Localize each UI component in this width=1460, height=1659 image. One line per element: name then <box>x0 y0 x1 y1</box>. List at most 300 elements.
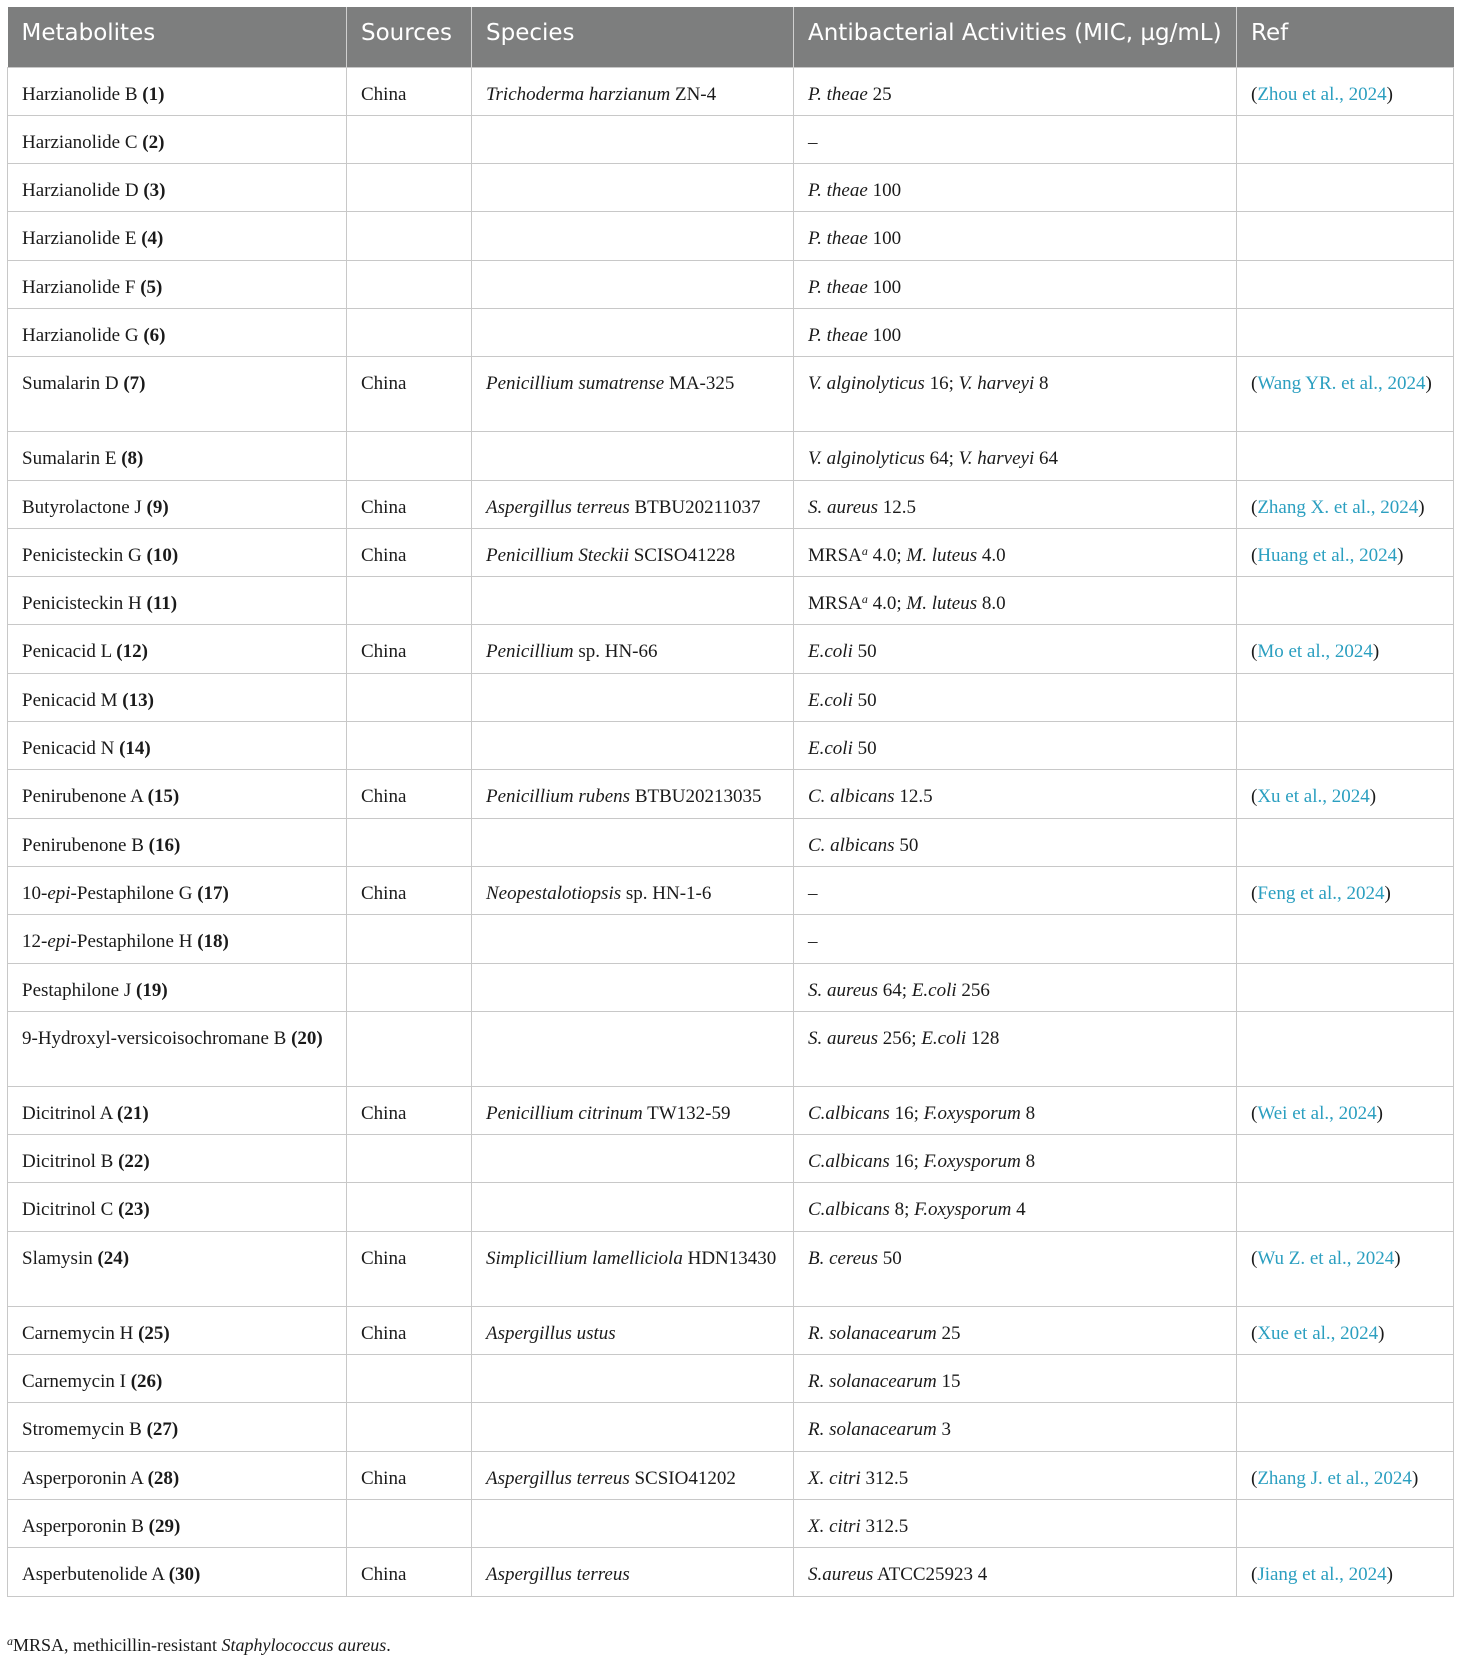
source-text: China <box>361 1467 407 1489</box>
cell-ref: (Zhang X. et al., 2024) <box>1237 480 1454 528</box>
activity-value: 12.5 <box>894 786 933 808</box>
organism-name: C.albicans <box>808 1199 890 1221</box>
table-row <box>8 915 1454 963</box>
activity-value: 312.5 <box>860 1467 909 1489</box>
organism-name: R. solanacearum <box>808 1322 937 1344</box>
cell-metabolite <box>8 308 347 356</box>
cell-activity <box>794 1231 1237 1306</box>
cell-ref <box>1237 432 1454 480</box>
cell-ref <box>1237 1011 1454 1086</box>
activity-value: 4.0 <box>977 544 1006 566</box>
activity-value: 50 <box>852 641 877 663</box>
cell-metabolite <box>8 1135 347 1183</box>
species-name: Aspergillus terreus <box>486 1564 630 1586</box>
header-species: Species <box>472 7 794 67</box>
organism-name: X. citri <box>808 1467 861 1489</box>
species-name: Penicillium citrinum <box>486 1102 643 1124</box>
metabolite-name: Harzianolide G <box>22 324 139 346</box>
cell-species <box>472 212 794 260</box>
cell-source <box>347 1548 472 1596</box>
species-strain: BTBU20211037 <box>629 496 761 518</box>
cell-species <box>472 1355 794 1403</box>
organism-name: P. theae <box>808 276 868 298</box>
cell-activity <box>794 673 1237 721</box>
cell-species <box>472 866 794 914</box>
organism-name: E.coli <box>808 641 853 663</box>
table-row <box>8 164 1454 212</box>
metabolite-name-part: -Pestaphilone H <box>70 931 193 953</box>
cell-source <box>347 1451 472 1499</box>
cell-ref <box>1237 915 1454 963</box>
metabolite-name: Penirubenone B <box>22 834 144 856</box>
compound-number: (29) <box>148 1515 181 1537</box>
cell-activity <box>794 260 1237 308</box>
activity-value: 25 <box>936 1322 961 1344</box>
organism-name: F.oxysporum <box>914 1199 1012 1221</box>
cell-source <box>347 357 472 432</box>
table-row <box>8 1086 1454 1134</box>
footnote-text: MRSA, methicillin-resistant <box>13 1635 222 1655</box>
cell-activity <box>794 115 1237 163</box>
cell-species <box>472 1231 794 1306</box>
cell-metabolite <box>8 212 347 260</box>
cell-ref <box>1237 722 1454 770</box>
cell-source <box>347 1183 472 1231</box>
cell-source <box>347 722 472 770</box>
organism-name: V. harveyi <box>958 373 1035 395</box>
activity-value: 100 <box>867 276 902 298</box>
cell-ref <box>1237 963 1454 1011</box>
organism-name: P. theae <box>808 228 868 250</box>
metabolite-name-part: -Pestaphilone G <box>70 882 193 904</box>
reference-link[interactable]: Feng et al., 2024 <box>1257 882 1385 904</box>
reference-link[interactable]: Xu et al., 2024 <box>1257 786 1370 808</box>
cell-activity <box>794 963 1237 1011</box>
activity-value: 8 <box>1020 1102 1036 1124</box>
compound-number: (25) <box>138 1322 170 1344</box>
compound-number: (17) <box>197 882 229 904</box>
cell-metabolite <box>8 625 347 673</box>
metabolite-name: Penicacid M <box>22 689 118 711</box>
cell-ref <box>1237 164 1454 212</box>
reference-link[interactable]: Mo et al., 2024 <box>1257 641 1373 663</box>
compound-number: (9) <box>146 496 169 518</box>
activity-value: MRSA <box>808 593 862 615</box>
cell-activity <box>794 1548 1237 1596</box>
compound-number: (12) <box>116 641 148 663</box>
cell-species <box>472 722 794 770</box>
cell-source <box>347 432 472 480</box>
cell-source <box>347 260 472 308</box>
cell-activity <box>794 212 1237 260</box>
activity-value: 12.5 <box>878 496 917 518</box>
organism-name: P. theae <box>808 180 868 202</box>
cell-species <box>472 115 794 163</box>
table-header <box>8 7 1454 67</box>
cell-metabolite <box>8 818 347 866</box>
species-strain: BTBU20213035 <box>630 786 762 808</box>
organism-name: E.coli <box>808 689 853 711</box>
species-strain: MA-325 <box>664 373 735 395</box>
activity-value: 100 <box>867 228 902 250</box>
footnote-end: . <box>386 1635 391 1655</box>
cell-species <box>472 260 794 308</box>
footnote-marker: a <box>861 592 868 607</box>
cell-metabolite <box>8 164 347 212</box>
species-name: Aspergillus terreus <box>486 1467 630 1489</box>
cell-ref <box>1237 260 1454 308</box>
table-row <box>8 866 1454 914</box>
cell-activity <box>794 866 1237 914</box>
cell-activity <box>794 1135 1237 1183</box>
table-row <box>8 480 1454 528</box>
cell-source <box>347 818 472 866</box>
table-row <box>8 1135 1454 1183</box>
compound-number: (26) <box>130 1371 163 1393</box>
compound-number: (24) <box>97 1247 130 1269</box>
activity-value: 16; <box>889 1151 924 1173</box>
compound-number: (5) <box>140 276 163 298</box>
activity-value: 64 <box>1034 448 1058 470</box>
source-text: China <box>361 1102 407 1124</box>
cell-source <box>347 115 472 163</box>
cell-species <box>472 1306 794 1354</box>
compound-number: (20) <box>291 1027 323 1049</box>
reference-link[interactable]: Wei et al., 2024 <box>1257 1102 1377 1124</box>
activity-value: – <box>808 931 818 953</box>
compound-number: (13) <box>122 689 154 711</box>
table-row <box>8 1011 1454 1086</box>
metabolite-name: Penicacid L <box>22 641 112 663</box>
cell-species <box>472 673 794 721</box>
source-text: China <box>361 882 407 904</box>
species-name: Aspergillus terreus <box>486 496 630 518</box>
compound-number: (4) <box>141 228 164 250</box>
cell-metabolite <box>8 722 347 770</box>
table-row <box>8 1183 1454 1231</box>
activity-value: 312.5 <box>860 1515 909 1537</box>
metabolite-name-part: 12- <box>22 931 48 953</box>
reference-link[interactable]: Zhang J. et al., 2024 <box>1257 1467 1412 1489</box>
organism-name: S. aureus <box>808 1027 879 1049</box>
species-strain: ZN-4 <box>670 83 717 105</box>
cell-ref <box>1237 1499 1454 1547</box>
activity-value: 50 <box>878 1247 902 1269</box>
cell-ref <box>1237 818 1454 866</box>
cell-metabolite <box>8 577 347 625</box>
metabolite-name: Penirubenone A <box>22 786 143 808</box>
cell-species <box>472 915 794 963</box>
cell-species <box>472 67 794 115</box>
cell-source <box>347 866 472 914</box>
cell-metabolite <box>8 260 347 308</box>
cell-species <box>472 1499 794 1547</box>
cell-species <box>472 1011 794 1086</box>
table-row <box>8 115 1454 163</box>
species-name: Neopestalotiopsis <box>486 882 622 904</box>
metabolite-name: Harzianolide B <box>22 83 138 105</box>
reference-link[interactable]: Zhang X. et al., 2024 <box>1257 496 1419 518</box>
species-name: Penicillium <box>486 641 574 663</box>
cell-activity <box>794 164 1237 212</box>
activity-value: 128 <box>966 1027 1000 1049</box>
reference-link[interactable]: Wang YR. et al., 2024 <box>1257 373 1426 395</box>
organism-name: E.coli <box>921 1027 967 1049</box>
cell-ref: (Wu Z. et al., 2024) <box>1237 1231 1454 1306</box>
activity-value: 64; <box>924 448 959 470</box>
activity-value: MRSA <box>808 544 862 566</box>
metabolite-name: Stromemycin B <box>22 1419 142 1441</box>
species-strain: sp. HN-66 <box>573 641 658 663</box>
cell-source <box>347 212 472 260</box>
cell-source <box>347 164 472 212</box>
cell-metabolite <box>8 770 347 818</box>
cell-ref: (Wei et al., 2024) <box>1237 1086 1454 1134</box>
cell-source <box>347 1011 472 1086</box>
table-row <box>8 1403 1454 1451</box>
activity-value: – <box>808 882 818 904</box>
species-name: Penicillium rubens <box>486 786 631 808</box>
organism-name: C. albicans <box>808 834 895 856</box>
organism-name: V. alginolyticus <box>808 448 925 470</box>
organism-name: V. harveyi <box>958 448 1035 470</box>
activity-value: 50 <box>852 738 877 760</box>
table-row <box>8 770 1454 818</box>
reference-link[interactable]: Wu Z. et al., 2024 <box>1257 1247 1395 1269</box>
cell-ref: (Huang et al., 2024) <box>1237 528 1454 576</box>
compound-number: (16) <box>148 834 181 856</box>
species-strain: HDN13430 <box>682 1247 777 1269</box>
metabolite-name: Pestaphilone J <box>22 979 132 1001</box>
table-footnote <box>7 1635 391 1656</box>
metabolite-name: Penicacid N <box>22 738 115 760</box>
compound-number: (21) <box>117 1102 149 1124</box>
cell-species <box>472 1135 794 1183</box>
compound-number: (30) <box>168 1564 201 1586</box>
cell-source <box>347 67 472 115</box>
cell-source <box>347 577 472 625</box>
cell-species <box>472 1403 794 1451</box>
activity-value: 256; <box>878 1027 922 1049</box>
table-row <box>8 357 1454 432</box>
cell-ref <box>1237 577 1454 625</box>
source-text: China <box>361 83 407 105</box>
compound-number: (10) <box>146 544 179 566</box>
activity-value: 100 <box>867 324 902 346</box>
compound-number: (3) <box>143 180 166 202</box>
header-ref: Ref <box>1237 7 1454 67</box>
reference-link[interactable]: Xue et al., 2024 <box>1257 1322 1379 1344</box>
header-metabolites: Metabolites <box>8 7 347 67</box>
cell-metabolite <box>8 1499 347 1547</box>
species-strain: SCISO41228 <box>628 544 736 566</box>
cell-source <box>347 1306 472 1354</box>
table-body <box>8 67 1454 1596</box>
source-text: China <box>361 1564 407 1586</box>
species-strain: TW132-59 <box>642 1102 731 1124</box>
activity-value: 4.0; <box>867 544 907 566</box>
cell-ref: (Wang YR. et al., 2024) <box>1237 357 1454 432</box>
table-row <box>8 1548 1454 1596</box>
cell-source <box>347 963 472 1011</box>
organism-name: R. solanacearum <box>808 1419 937 1441</box>
cell-activity <box>794 357 1237 432</box>
cell-ref <box>1237 308 1454 356</box>
cell-metabolite <box>8 1355 347 1403</box>
source-text: China <box>361 496 407 518</box>
species-name: Penicillium Steckii <box>486 544 629 566</box>
activity-value: 64; <box>878 979 912 1001</box>
cell-activity <box>794 1403 1237 1451</box>
cell-species <box>472 1086 794 1134</box>
cell-activity <box>794 67 1237 115</box>
activity-value: 4 <box>1011 1199 1026 1221</box>
cell-metabolite <box>8 1403 347 1451</box>
metabolite-name-part: epi <box>47 931 71 953</box>
cell-source <box>347 770 472 818</box>
cell-ref <box>1237 115 1454 163</box>
cell-source <box>347 625 472 673</box>
table-row <box>8 577 1454 625</box>
compound-number: (1) <box>142 83 165 105</box>
cell-species <box>472 625 794 673</box>
compound-number: (27) <box>146 1419 179 1441</box>
header-row <box>8 7 1454 67</box>
header-antibacterial-activities: Antibacterial Activities (MIC, µg/mL) <box>794 7 1237 67</box>
cell-ref: (Jiang et al., 2024) <box>1237 1548 1454 1596</box>
compound-number: (11) <box>146 593 178 615</box>
footnote-marker: a <box>7 1634 13 1648</box>
cell-activity <box>794 528 1237 576</box>
activity-value: – <box>808 131 818 153</box>
cell-species <box>472 577 794 625</box>
cell-metabolite <box>8 1451 347 1499</box>
compound-number: (6) <box>143 324 166 346</box>
reference-link[interactable]: Huang et al., 2024 <box>1257 544 1398 566</box>
cell-metabolite <box>8 1086 347 1134</box>
metabolite-name: Asperporonin B <box>22 1515 144 1537</box>
metabolite-name: Harzianolide D <box>22 180 139 202</box>
cell-source <box>347 308 472 356</box>
activity-value: 4.0; <box>867 593 907 615</box>
source-text: China <box>361 1322 407 1344</box>
reference-link[interactable]: Zhou et al., 2024 <box>1257 83 1387 105</box>
cell-species <box>472 164 794 212</box>
cell-source <box>347 673 472 721</box>
metabolite-name: Asperporonin A <box>22 1467 143 1489</box>
table-row <box>8 260 1454 308</box>
activity-value: 256 <box>956 979 990 1001</box>
activity-value: ATCC25923 4 <box>873 1564 988 1586</box>
reference-link[interactable]: Jiang et al., 2024 <box>1257 1564 1387 1586</box>
table-row <box>8 1499 1454 1547</box>
cell-activity <box>794 480 1237 528</box>
cell-metabolite <box>8 528 347 576</box>
cell-metabolite <box>8 432 347 480</box>
cell-activity <box>794 577 1237 625</box>
cell-source <box>347 915 472 963</box>
compound-number: (19) <box>136 979 168 1001</box>
cell-ref: (Xu et al., 2024) <box>1237 770 1454 818</box>
cell-metabolite <box>8 357 347 432</box>
metabolite-name: Butyrolactone J <box>22 496 142 518</box>
table-row <box>8 212 1454 260</box>
table-row <box>8 625 1454 673</box>
source-text: China <box>361 641 407 663</box>
compound-number: (22) <box>118 1151 150 1173</box>
cell-activity <box>794 625 1237 673</box>
compound-number: (15) <box>147 786 180 808</box>
activity-value: 16; <box>889 1102 924 1124</box>
cell-activity <box>794 1499 1237 1547</box>
activity-value: 25 <box>867 83 892 105</box>
activity-value: 50 <box>852 689 877 711</box>
cell-source <box>347 1231 472 1306</box>
organism-name: S. aureus <box>808 496 879 518</box>
activity-value: 8 <box>1020 1151 1036 1173</box>
organism-name: S.aureus <box>808 1564 874 1586</box>
cell-activity <box>794 770 1237 818</box>
activity-value: 50 <box>894 834 919 856</box>
cell-source <box>347 480 472 528</box>
table-row <box>8 1231 1454 1306</box>
metabolite-name: Penicisteckin H <box>22 593 142 615</box>
footnote-species: Staphylococcus aureus <box>221 1635 387 1655</box>
organism-name: B. cereus <box>808 1247 878 1269</box>
organism-name: E.coli <box>808 738 853 760</box>
species-name: Trichoderma harzianum <box>486 83 671 105</box>
metabolite-name: Dicitrinol C <box>22 1199 114 1221</box>
compound-number: (2) <box>142 131 165 153</box>
cell-species <box>472 528 794 576</box>
metabolite-name: Harzianolide C <box>22 131 138 153</box>
cell-species <box>472 818 794 866</box>
table-row <box>8 1355 1454 1403</box>
cell-ref: (Mo et al., 2024) <box>1237 625 1454 673</box>
cell-metabolite <box>8 480 347 528</box>
cell-source <box>347 1499 472 1547</box>
metabolites-table <box>7 7 1454 1597</box>
cell-ref <box>1237 1355 1454 1403</box>
metabolite-name: Sumalarin E <box>22 448 117 470</box>
metabolite-name: Carnemycin H <box>22 1322 134 1344</box>
metabolite-name-part: epi <box>47 882 71 904</box>
table-row <box>8 67 1454 115</box>
metabolite-name: Sumalarin D <box>22 373 119 395</box>
cell-source <box>347 1355 472 1403</box>
cell-source <box>347 1403 472 1451</box>
cell-species <box>472 308 794 356</box>
cell-activity <box>794 722 1237 770</box>
organism-name: X. citri <box>808 1515 861 1537</box>
table-row <box>8 722 1454 770</box>
organism-name: S. aureus <box>808 979 879 1001</box>
cell-species <box>472 770 794 818</box>
metabolite-name: Harzianolide E <box>22 228 137 250</box>
cell-species <box>472 432 794 480</box>
cell-activity <box>794 1306 1237 1354</box>
activity-value: 8 <box>1034 373 1049 395</box>
cell-species <box>472 1451 794 1499</box>
compound-number: (23) <box>118 1199 150 1221</box>
organism-name: C.albicans <box>808 1151 890 1173</box>
activity-value: 8; <box>889 1199 915 1221</box>
cell-ref <box>1237 1183 1454 1231</box>
activity-value: 100 <box>867 180 902 202</box>
cell-ref <box>1237 673 1454 721</box>
table-row <box>8 432 1454 480</box>
organism-name: P. theae <box>808 324 868 346</box>
